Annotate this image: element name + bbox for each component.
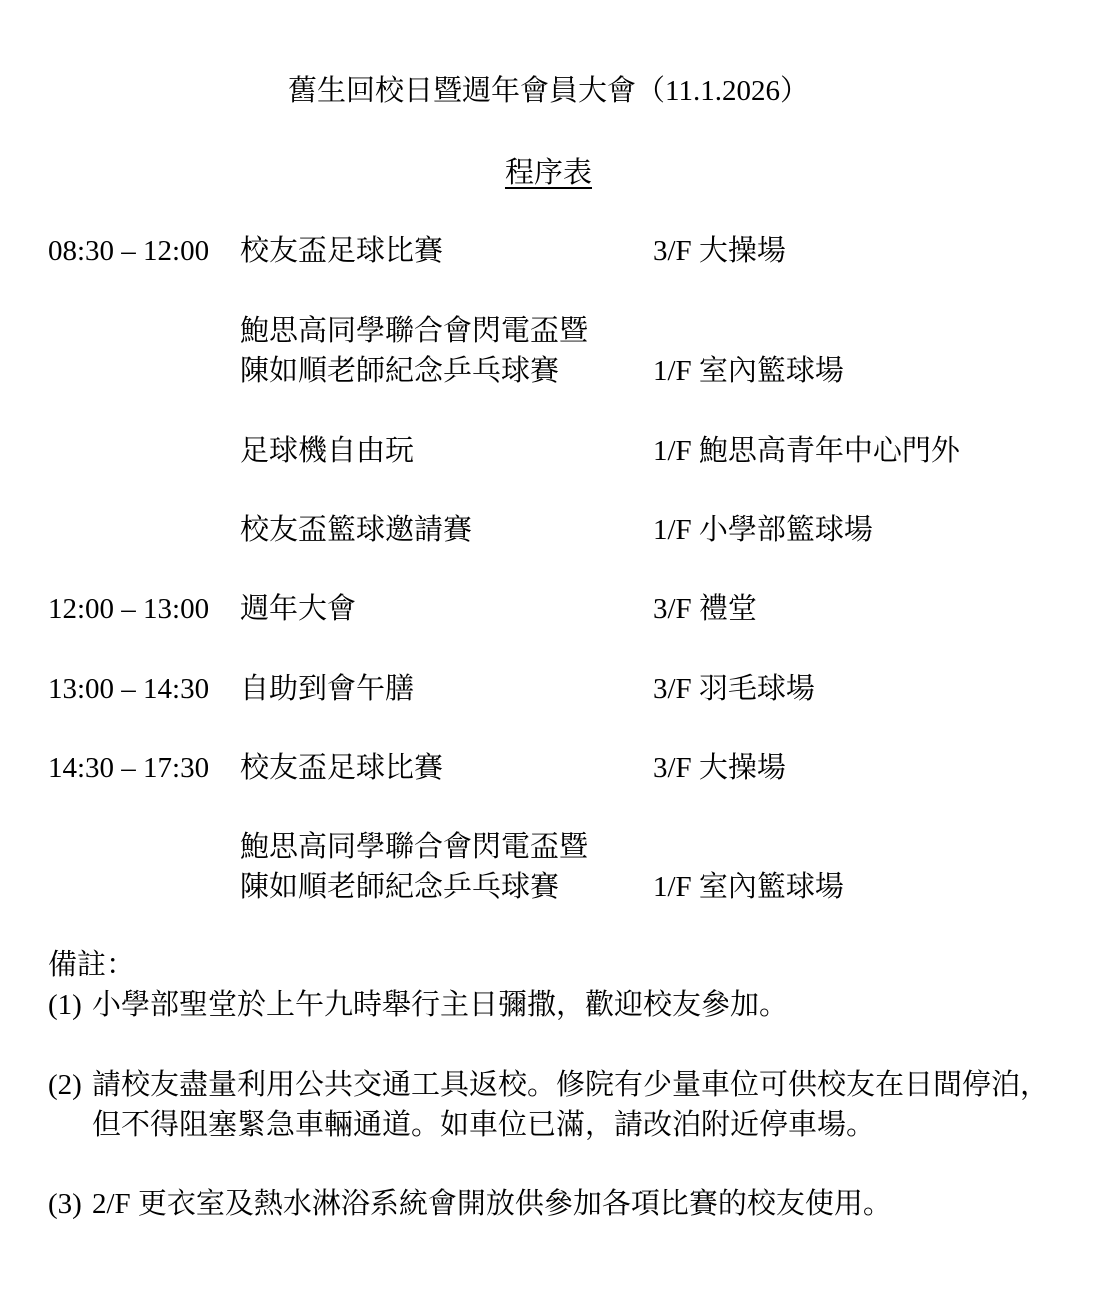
notes-label: 備註： — [48, 949, 136, 981]
schedule-event: 足球機自由玩 — [240, 435, 415, 467]
schedule-venue: 1/F 鮑思高青年中心門外 — [653, 435, 960, 467]
schedule-venue: 3/F 羽毛球場 — [653, 673, 815, 705]
schedule-event: 校友盃足球比賽 — [240, 235, 444, 267]
note-item — [48, 1187, 892, 1222]
note-number: (1) — [48, 989, 82, 1021]
note-text: 小學部聖堂於上午九時舉行主日彌撒，歡迎校友參加。 — [92, 989, 789, 1021]
schedule-time: 08:30 – 12:00 — [48, 235, 210, 267]
note-item — [48, 1068, 1049, 1103]
schedule-event-line1: 鮑思高同學聯合會閃電盃暨 — [240, 831, 589, 863]
note-item-continuation — [48, 1108, 875, 1143]
note-number: (3) — [48, 1188, 82, 1220]
schedule-venue: 1/F 小學部籃球場 — [653, 514, 873, 546]
schedule-event-line1: 鮑思高同學聯合會閃電盃暨 — [240, 315, 589, 347]
schedule-event: 週年大會 — [240, 593, 357, 625]
schedule-time: 14:30 – 17:30 — [48, 752, 210, 784]
note-item — [48, 988, 788, 1023]
note-text: 但不得阻塞緊急車輛通道。如車位已滿，請改泊附近停車場。 — [92, 1109, 876, 1141]
schedule-event-line2: 陳如順老師紀念乒乓球賽 — [240, 871, 560, 903]
schedule-venue: 3/F 大操場 — [653, 752, 786, 784]
schedule-event-line2: 陳如順老師紀念乒乓球賽 — [240, 355, 560, 387]
schedule-event: 校友盃足球比賽 — [240, 752, 444, 784]
schedule-time: 13:00 – 14:30 — [48, 673, 210, 705]
schedule-heading — [0, 156, 1097, 191]
schedule-venue: 1/F 室內籃球場 — [653, 871, 844, 903]
schedule-event: 校友盃籃球邀請賽 — [240, 514, 473, 546]
schedule-heading-text: 程序表 — [504, 157, 592, 189]
note-text: 2/F 更衣室及熱水淋浴系統會開放供參加各項比賽的校友使用。 — [92, 1188, 892, 1220]
schedule-venue: 3/F 禮堂 — [653, 593, 757, 625]
note-text: 請校友盡量利用公共交通工具返校。修院有少量車位可供校友在日間停泊， — [92, 1069, 1050, 1101]
schedule-event: 自助到會午膳 — [240, 673, 415, 705]
document-title: 舊生回校日暨週年會員大會（11.1.2026） — [288, 75, 809, 107]
note-number: (2) — [48, 1069, 82, 1101]
schedule-venue: 1/F 室內籃球場 — [653, 355, 844, 387]
schedule-time: 12:00 – 13:00 — [48, 593, 210, 625]
schedule-venue: 3/F 大操場 — [653, 235, 786, 267]
